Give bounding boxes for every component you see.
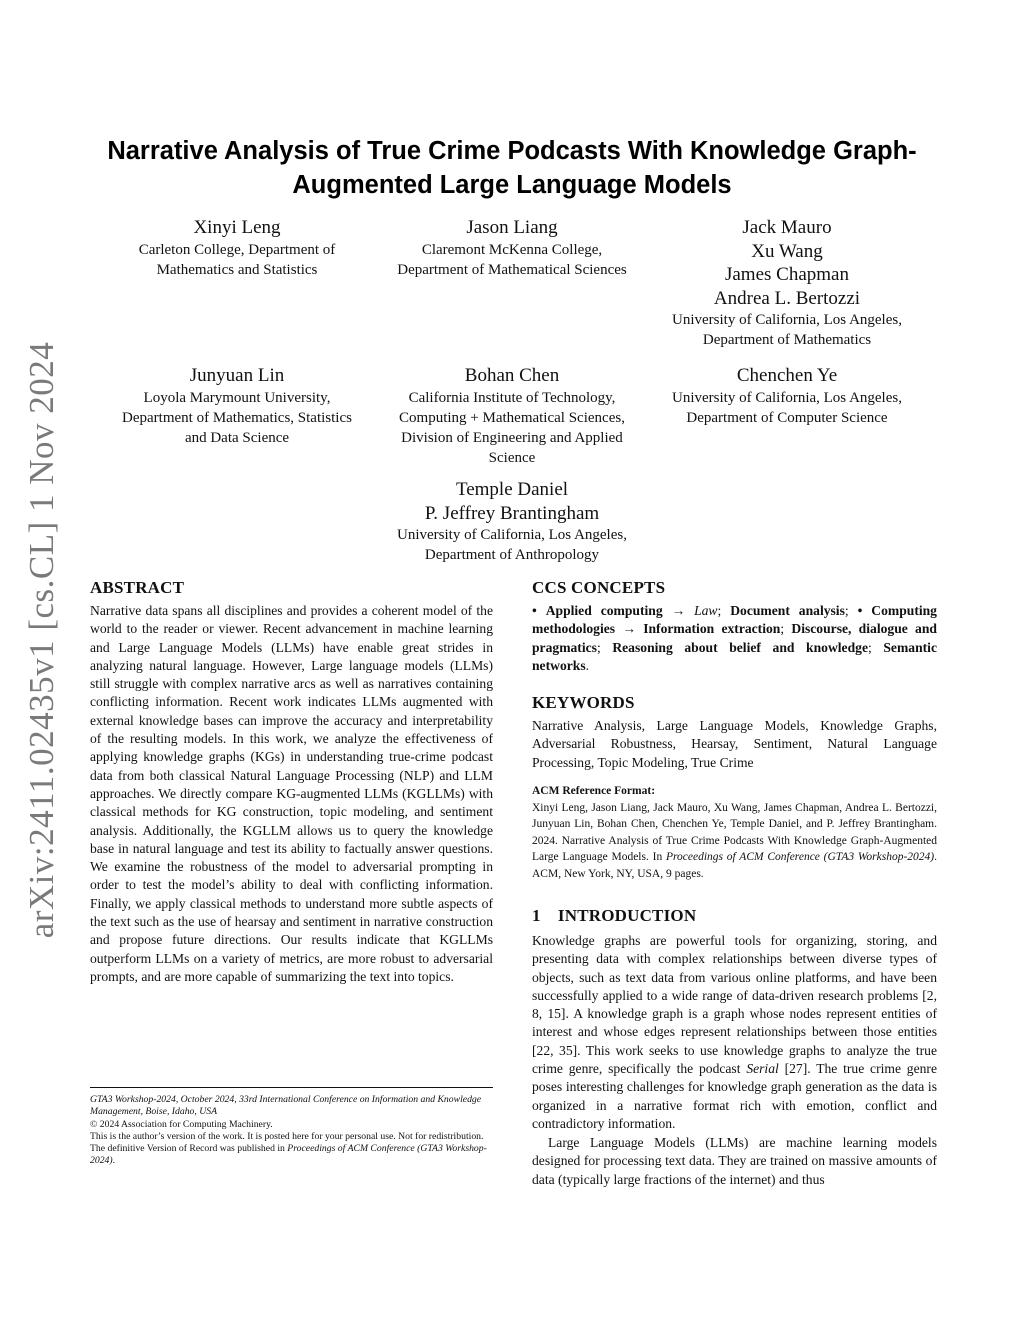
acm-ref-text: Xinyi Leng, Jason Liang, Jack Mauro, Xu Wang, James Chapman, Andrea L. Bertozzi, Junyuan Lin, Bohan Chen, Chenchen Ye, Temple Daniel, and P. Jeffrey Brantingham. 2024. Narrative Analysis of True Crime Podcasts With Knowledge Graph-Augmented Large Language Models. In Proceedings of ACM Conference (GTA3 Workshop-2024). ACM, New York, NY, USA, 9 pages. bbox=[532, 802, 938, 880]
intro-paragraph-2: Large Language Models (LLMs) are machine learning models designed for processing text data. They are trained on massive amounts of data (typically large fractions of the internet) and thus bbox=[532, 1135, 937, 1187]
author-entry bbox=[372, 364, 652, 468]
author-affiliation: Mathematics and Statistics bbox=[156, 261, 318, 278]
ccs-heading: CCS CONCEPTS bbox=[532, 578, 666, 597]
author-affiliation: Department of Mathematics, Statistics bbox=[122, 409, 352, 426]
intro-paragraph-1: Knowledge graphs are powerful tools for organizing, storing, and presenting data with complex relationships between diverse types of objects, such as text data from various online platforms, and have been successfully applied to a wide range of data-driven research problems [2, 8, 15]. A knowledge graph is a graph whose nodes represent entities of interest and whose edges represent relationships between those entities [22, 35]. This work seeks to use knowledge graphs to analyze the true crime genre, specifically the podcast Serial [27]. The true crime genre poses interesting challenges for knowledge graph generation as the data is organized in a narrative format rich with emotion, conflict and contradictory information. bbox=[532, 933, 937, 1131]
footnote-copyright: © 2024 Association for Computing Machinery. bbox=[90, 1118, 273, 1130]
author-affiliation: Computing + Mathematical Sciences, bbox=[399, 409, 625, 426]
author-affiliation: University of California, Los Angeles, bbox=[397, 527, 627, 543]
author-affiliation: Department of Mathematical Sciences bbox=[397, 261, 627, 278]
intro-heading: 1 INTRODUCTION bbox=[532, 906, 697, 925]
keywords-text: Narrative Analysis, Large Language Models, Knowledge Graphs, Adversarial Robustness, Hearsay, Sentiment, Natural Language Processing, Topic Modeling, True Crime bbox=[532, 718, 937, 770]
footnote-venue: GTA3 Workshop-2024, October 2024, 33rd International Conference on Information and Knowledge Management, Boise, Idaho, USA bbox=[90, 1094, 482, 1118]
author-name: Xu Wang bbox=[751, 240, 823, 262]
author-name: James Chapman bbox=[724, 264, 849, 285]
author-name: Temple Daniel bbox=[455, 479, 569, 500]
author-affiliation: University of California, Los Angeles, bbox=[672, 389, 902, 406]
author-affiliation: Division of Engineering and Applied bbox=[401, 429, 623, 446]
acm-ref-heading: ACM Reference Format: bbox=[532, 785, 656, 797]
author-affiliation: Loyola Marymount University, bbox=[143, 389, 331, 406]
author-entry bbox=[647, 216, 927, 350]
footnote bbox=[90, 1087, 493, 1168]
abstract-text: Narrative data spans all disciplines and provides a coherent model of the world to the reader or viewer. Recent advancement in machine learning and Large Language Models (LLMs) have enable great strides in analyzing natural language. However, Large language models (LLMs) still struggle with complex narrative arcs as well as narratives containing conflicting information. Recent work indicates LLMs augmented with external knowledge bases can improve the accuracy and interpretability of the resulting models. In this work, we analyze the effectiveness of applying knowledge graphs (KGs) in understanding true-crime podcast data from both classical Natural Language Processing (NLP) and LLM approaches. We directly compare KG-augmented LLMs (KGLLMs) with classical methods for KG construction, topic modeling, and sentiment analysis. Additionally, the KGLLM allows us to query the knowledge base in natural language and test its ability to factually answer questions. We examine the robustness of the model to adversarial prompting in order to test the model’s ability to deal with conflicting information. Finally, we apply classical methods to understand more subtle aspects of the text such as the use of hearsay and sentiment in narrative construction and propose future directions. Our results indicate that KGLLMs outperform LLMs on a variety of metrics, are more robust to adversarial prompts, and are more capable of summarizing the text into topics. bbox=[90, 603, 493, 984]
author-name: Xinyi Leng bbox=[193, 217, 281, 238]
author-affiliation: Department of Mathematics bbox=[702, 332, 872, 348]
author-affiliation: University of California, Los Angeles, bbox=[672, 312, 902, 328]
author-affiliation: Department of Computer Science bbox=[686, 409, 888, 426]
author-name: P. Jeffrey Brantingham bbox=[424, 502, 600, 524]
ccs-text: • Applied computing → Law; Document analysis; • Computing methodologies → Information extraction; Discourse, dialogue and pragmatics; Reasoning about belief and knowledge; Semantic networks. bbox=[532, 603, 937, 673]
author-entry bbox=[647, 364, 927, 428]
keywords-heading: KEYWORDS bbox=[532, 693, 635, 712]
author-entry bbox=[372, 216, 652, 280]
abstract-heading: ABSTRACT bbox=[90, 578, 185, 597]
author-name: Chenchen Ye bbox=[736, 365, 838, 386]
author-name: Andrea L. Bertozzi bbox=[713, 287, 861, 309]
author-affiliation: Carleton College, Department of bbox=[138, 241, 336, 258]
author-affiliation: California Institute of Technology, bbox=[408, 389, 616, 406]
author-entry bbox=[97, 364, 377, 448]
author-entry bbox=[372, 478, 652, 565]
footnote-notice: This is the author’s version of the work. It is posted here for your personal use. Not for redistribution. The definitive Version of Record was published in Proceedings of ACM Conference (GTA3 Workshop-2024). bbox=[90, 1130, 487, 1167]
author-affiliation: Science bbox=[488, 449, 536, 466]
author-affiliation: Department of Anthropology bbox=[424, 547, 600, 563]
author-name: Jason Liang bbox=[466, 217, 558, 238]
author-name: Junyuan Lin bbox=[189, 365, 285, 386]
author-affiliation: Claremont McKenna College, bbox=[421, 241, 603, 258]
author-affiliation: and Data Science bbox=[184, 429, 290, 446]
paper-title: Narrative Analysis of True Crime Podcasts With Knowledge Graph-Augmented Large Language Models bbox=[107, 137, 917, 199]
author-entry bbox=[97, 216, 377, 280]
author-name: Bohan Chen bbox=[464, 365, 560, 386]
author-name: Jack Mauro bbox=[742, 217, 832, 238]
